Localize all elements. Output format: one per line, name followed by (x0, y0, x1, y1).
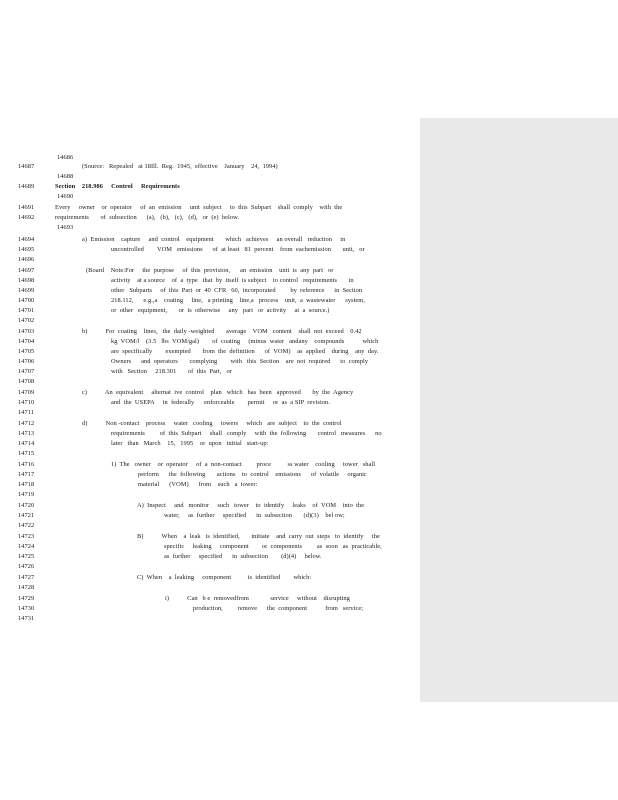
line-text: Owners and operators complying with this Section are not required to comply (111, 358, 369, 365)
comment-pane (420, 118, 618, 702)
line-number: 14699 (18, 287, 35, 294)
line-text: d) Non -contact process water cooling towers which are subject to the control (82, 420, 342, 427)
line-number: 14725 (18, 553, 35, 560)
line-number: 14694 (18, 236, 35, 243)
line-number: 14693 (57, 224, 74, 231)
line-text: requirements of this Subpart shall comply with the following control measures no (111, 430, 382, 437)
line-text: water, as further specified in subsection (d)(3) bel ow; (164, 512, 345, 519)
line-text: Section 218.986 Control Requirements (55, 183, 180, 190)
line-text: Every owner or operator of an emission unit subject to this Subpart shall comply with the (55, 204, 343, 211)
line-number: 14729 (18, 595, 35, 602)
line-number: 14712 (18, 420, 35, 427)
line-number: 14717 (18, 471, 35, 478)
line-number: 14731 (18, 615, 35, 622)
line-text: activity at a source of a type that by itself is subject to control requirements in (111, 277, 354, 284)
line-text: B) When a leak is identified, initiate and carry out steps to identify the (137, 533, 380, 540)
line-text: a) Emission capture and control equipment which achieves an overall reduction in (82, 236, 346, 243)
line-text: 1) The owner or operator of a non-contact proce ss water cooling tower shall (111, 461, 376, 468)
line-text: b) For coating lines, the daily -weighted average VOM content shall not exceed 0.42 (82, 328, 362, 335)
line-text: as further specified in subsection (d)(4) below. (164, 553, 322, 560)
line-number: 14689 (18, 183, 35, 190)
line-number: 14692 (18, 214, 35, 221)
line-number: 14713 (18, 430, 35, 437)
line-text: A) Inspect and monitor such tower to identify leaks of VOM into the (137, 502, 365, 509)
line-number: 14686 (57, 154, 74, 161)
line-text: other Subparts of this Part or 40 CFR 60, incorporated by reference in Section (111, 287, 363, 294)
line-text: (Source: Repealed at 18Ill. Reg. 1945, effective January 24, 1994) (82, 163, 278, 170)
line-number: 14720 (18, 502, 35, 509)
line-number: 14702 (18, 317, 35, 324)
line-number: 14698 (18, 277, 35, 284)
line-number: 14727 (18, 574, 35, 581)
line-number: 14708 (18, 378, 35, 385)
line-text: are specifically exempted from the definition of VOM) as applied during any day. (111, 348, 379, 355)
line-number: 14718 (18, 481, 35, 488)
line-number: 14726 (18, 563, 35, 570)
line-number: 14688 (57, 173, 74, 180)
line-number: 14697 (18, 267, 35, 274)
line-text: and the USEPA in federally enforceable permit or as a SIP revision. (111, 399, 330, 406)
line-number: 14709 (18, 389, 35, 396)
line-number: 14715 (18, 450, 35, 457)
line-text: specific leaking component or components as soon as practicable, (164, 543, 382, 550)
line-number: 14710 (18, 399, 35, 406)
line-number: 14696 (18, 256, 35, 263)
line-number: 14707 (18, 368, 35, 375)
line-text: c) An equivalent alternat ive control plan which has been approved by the Agency (82, 389, 354, 396)
line-text: uncontrolled VOM emissions of at least 81 percent from eachemission unit, or (111, 246, 365, 253)
line-number: 14706 (18, 358, 35, 365)
line-number: 14728 (18, 584, 35, 591)
line-number: 14719 (18, 491, 35, 498)
line-number: 14703 (18, 328, 35, 335)
line-number: 14705 (18, 348, 35, 355)
line-text: production, remove the component from service; (193, 605, 364, 612)
line-text: kg VOM/l (3.5 lbs VOM/gal) of coating (minus water andany compounds which (111, 338, 379, 345)
line-number: 14700 (18, 297, 35, 304)
line-number: 14695 (18, 246, 35, 253)
line-number: 14714 (18, 440, 35, 447)
line-number: 14724 (18, 543, 35, 550)
line-text: or other equipment, or is otherwise any part or activity at a source.) (111, 307, 330, 314)
line-text: requirements of subsection (a), (b), (c), (d), or (e) below. (55, 214, 239, 221)
line-number: 14687 (18, 163, 35, 170)
line-number: 14721 (18, 512, 35, 519)
line-text: with Section 218.301 of this Part, or (111, 368, 232, 375)
line-number: 14704 (18, 338, 35, 345)
line-number: 14722 (18, 522, 35, 529)
line-text: 218.112, e.g.,a coating line, a printing line,a process unit, a wastewater system, (111, 297, 365, 304)
line-number: 14711 (18, 409, 34, 416)
line-text: i) Can b e removedfrom service without disrupting (165, 595, 350, 602)
line-text: material (VOM) from such a tower: (138, 481, 258, 488)
line-number: 14716 (18, 461, 35, 468)
line-text: (Board Note:For the purpose of this provision, an emission unit is any part or (86, 267, 334, 274)
line-text: later than March 15, 1995 or upon initial start-up: (111, 440, 269, 447)
line-number: 14701 (18, 307, 35, 314)
line-text: perform the following actions to control emissions of volatile organic (138, 471, 367, 478)
line-number: 14690 (57, 193, 74, 200)
line-number: 14723 (18, 533, 35, 540)
line-number: 14691 (18, 204, 35, 211)
line-text: C) When a leaking component is identified which: (137, 574, 312, 581)
line-number: 14730 (18, 605, 35, 612)
